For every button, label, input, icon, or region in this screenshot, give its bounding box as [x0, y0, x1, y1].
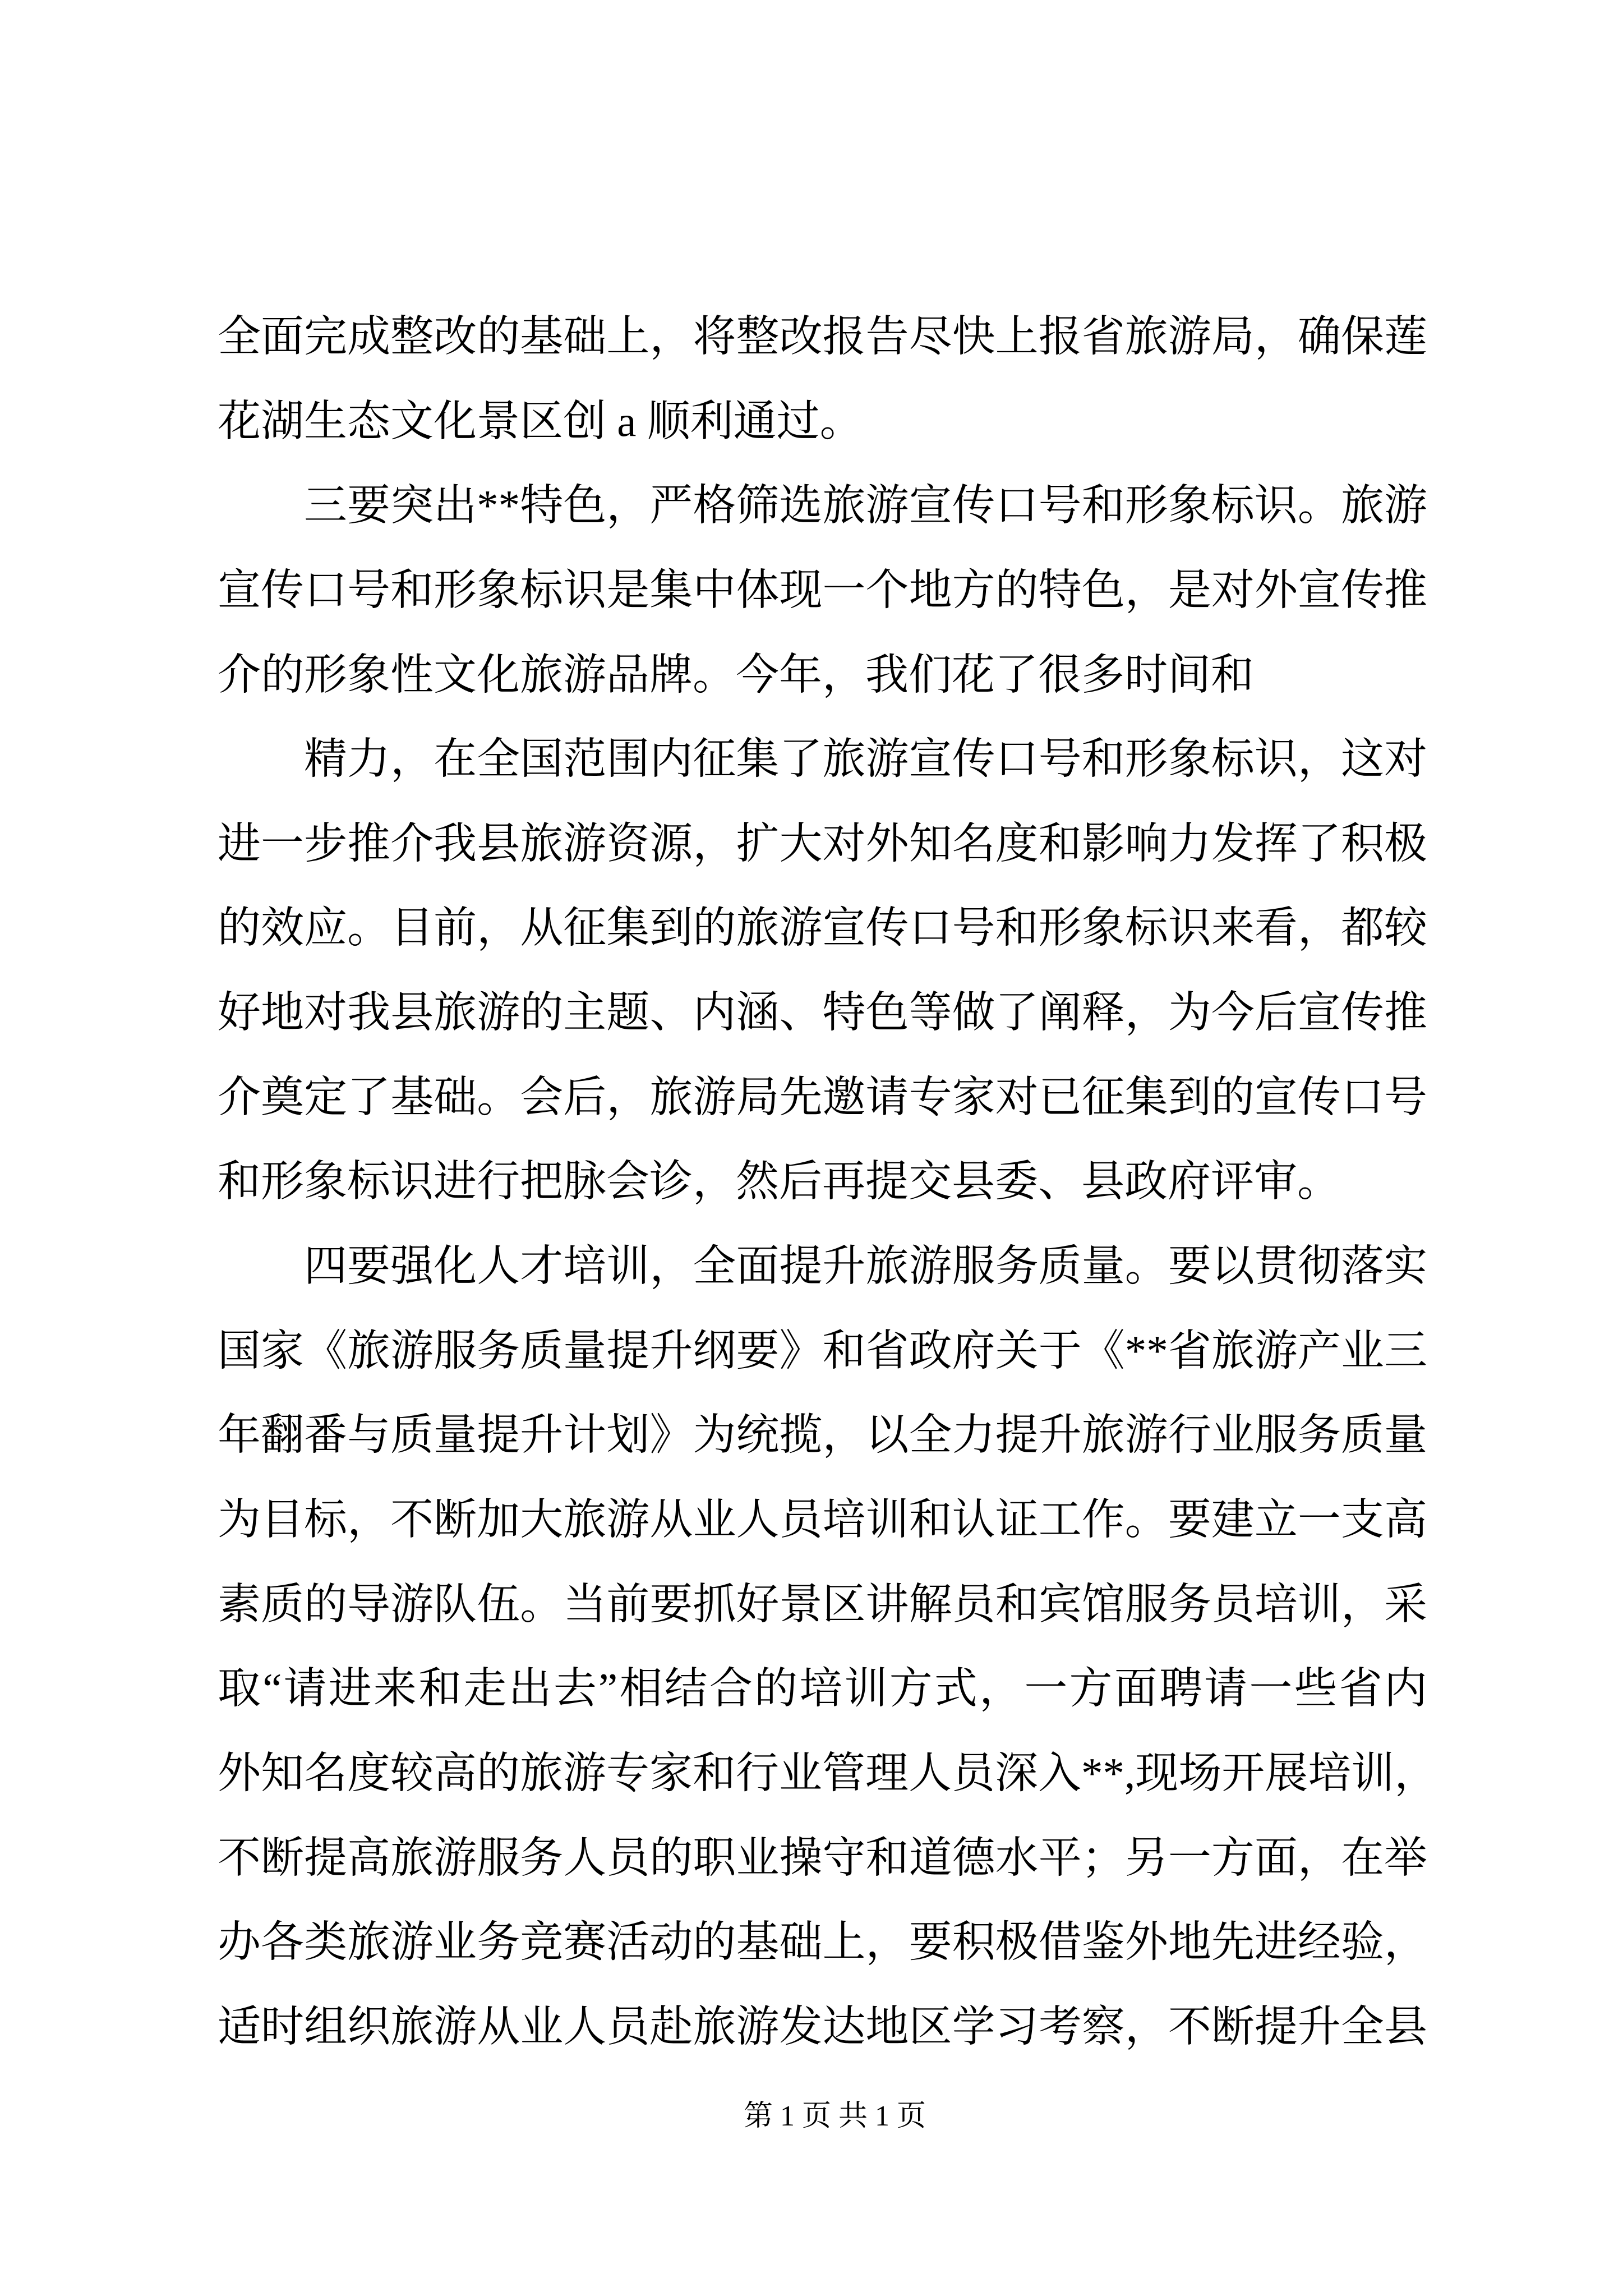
text-line: 不断提高旅游服务人员的职业操守和道德水平；另一方面，在举	[218, 1833, 1427, 1882]
paragraph	[218, 295, 1427, 463]
text-line: 精力，在全国范围内征集了旅游宣传口号和形象标识，这对	[304, 735, 1427, 784]
text-line: 国家《旅游服务质量提升纲要》和省政府关于《**省旅游产业三	[218, 1326, 1427, 1375]
text-line: 花湖生态文化景区创 a 顺利通过。	[218, 397, 863, 445]
text-line: 四要强化人才培训，全面提升旅游服务质量。要以贯彻落实	[304, 1242, 1427, 1291]
text-line: 办各类旅游业务竞赛活动的基础上，要积极借鉴外地先进经验，	[218, 1918, 1427, 1967]
text-line: 介奠定了基础。会后，旅游局先邀请专家对已征集到的宣传口号	[218, 1073, 1427, 1121]
text-line: 素质的导游队伍。当前要抓好景区讲解员和宾馆服务员培训，采	[218, 1580, 1427, 1628]
text-line: 外知名度较高的旅游专家和行业管理人员深入**,现场开展培训，	[218, 1749, 1438, 1797]
text-line: 进一步推介我县旅游资源，扩大对外知名度和影响力发挥了积极	[218, 819, 1427, 868]
paragraph	[218, 463, 1427, 717]
text-line: 全面完成整改的基础上，将整改报告尽快上报省旅游局，确保莲	[218, 312, 1427, 361]
text-line: 适时组织旅游从业人员赴旅游发达地区学习考察，不断提升全县	[218, 2002, 1427, 2051]
text-line: 取“请进来和走出去”相结合的培训方式，一方面聘请一些省内	[218, 1664, 1427, 1713]
paragraph	[218, 1224, 1438, 2069]
text-line: 三要突出**特色，严格筛选旅游宣传口号和形象标识。旅游	[304, 481, 1427, 530]
text-line: 和形象标识进行把脉会诊，然后再提交县委、县政府评审。	[218, 1157, 1340, 1206]
page-number-footer: 第 1 页 共 1 页	[744, 2100, 926, 2132]
paragraph	[218, 717, 1427, 1224]
text-line: 好地对我县旅游的主题、内涵、特色等做了阐释，为今后宣传推	[218, 988, 1427, 1037]
text-line: 介的形象性文化旅游品牌。今年，我们花了很多时间和	[218, 650, 1254, 699]
text-line: 宣传口号和形象标识是集中体现一个地方的特色，是对外宣传推	[218, 565, 1427, 614]
text-line: 年翻番与质量提升计划》为统揽，以全力提升旅游行业服务质量	[218, 1411, 1427, 1460]
text-line: 为目标，不断加大旅游从业人员培训和认证工作。要建立一支高	[218, 1495, 1427, 1544]
text-line: 的效应。目前，从征集到的旅游宣传口号和形象标识来看，都较	[218, 904, 1427, 953]
document-body	[218, 295, 1438, 2069]
